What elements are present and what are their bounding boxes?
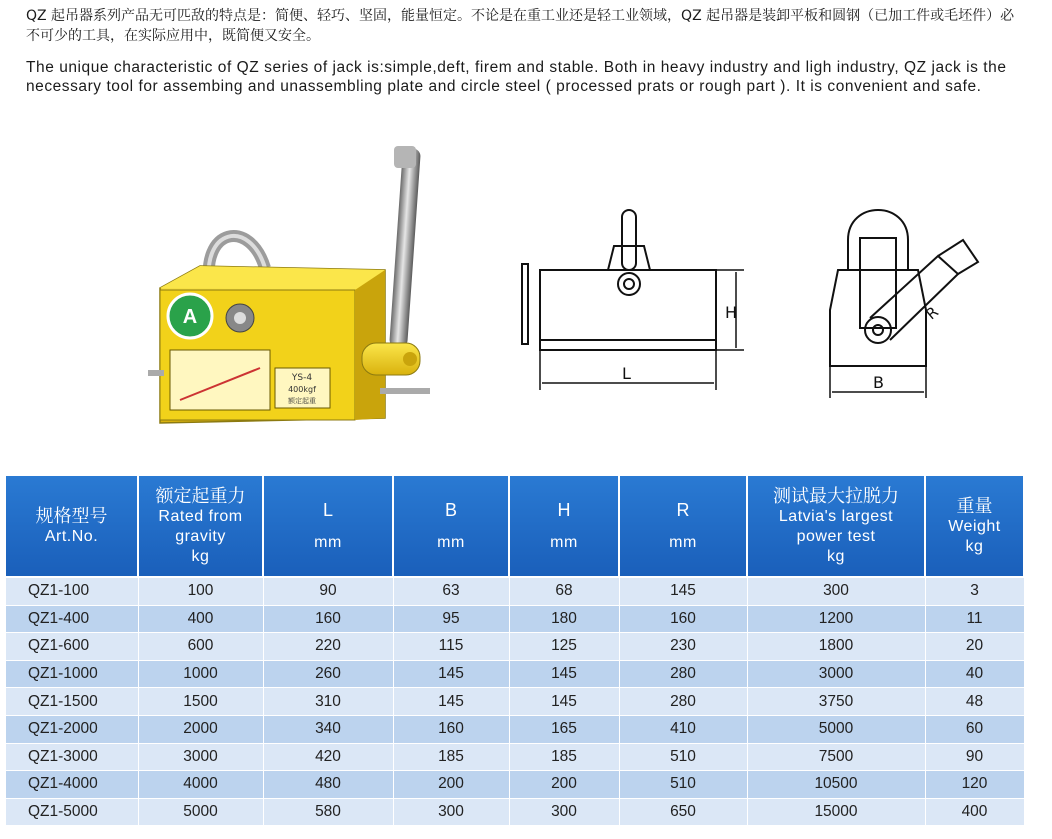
cell-max-pull: 300 xyxy=(747,577,925,605)
dimension-r-label: R xyxy=(922,302,942,324)
cell-weight: 60 xyxy=(925,715,1024,743)
cell-rated-gravity: 2000 xyxy=(138,715,263,743)
cell-max-pull: 3750 xyxy=(747,688,925,716)
cell-b: 145 xyxy=(393,688,509,716)
cell-weight: 40 xyxy=(925,660,1024,688)
cell-l: 160 xyxy=(263,605,393,633)
cell-rated-gravity: 4000 xyxy=(138,771,263,799)
table-row xyxy=(6,577,1024,605)
table-row xyxy=(6,605,1024,633)
cell-r: 410 xyxy=(619,715,747,743)
cell-art-no: QZ1-1000 xyxy=(6,660,138,688)
header-h: H mm xyxy=(509,476,619,577)
dimension-h-label: H xyxy=(725,303,738,322)
cell-weight: 90 xyxy=(925,743,1024,771)
svg-text:A: A xyxy=(182,306,198,328)
cell-b: 145 xyxy=(393,660,509,688)
cell-weight: 120 xyxy=(925,771,1024,799)
cell-h: 145 xyxy=(509,688,619,716)
dimension-b-label: B xyxy=(873,373,884,392)
product-photo xyxy=(140,138,460,438)
cell-r: 650 xyxy=(619,798,747,826)
cell-rated-gravity: 600 xyxy=(138,633,263,661)
cell-rated-gravity: 1000 xyxy=(138,660,263,688)
header-l: L mm xyxy=(263,476,393,577)
cell-b: 160 xyxy=(393,715,509,743)
cell-b: 300 xyxy=(393,798,509,826)
cell-max-pull: 10500 xyxy=(747,771,925,799)
cell-l: 340 xyxy=(263,715,393,743)
cell-h: 185 xyxy=(509,743,619,771)
intro-english: The unique characteristic of QZ series of jack is:simple,deft, firem and stable. Both in heavy industry and ligh industry, QZ jack is the necessary tool for assembing and unassembling plate and circle steel ( processed prats or rough part ). It is convenient and safe. xyxy=(26,59,1007,95)
table-row xyxy=(6,798,1024,826)
cell-art-no: QZ1-100 xyxy=(6,577,138,605)
cell-r: 510 xyxy=(619,771,747,799)
table-row xyxy=(6,688,1024,716)
cell-rated-gravity: 5000 xyxy=(138,798,263,826)
cell-art-no: QZ1-400 xyxy=(6,605,138,633)
capacity-plate-text: 400kgf xyxy=(288,385,316,394)
spec-table xyxy=(6,476,1025,826)
header-rated-gravity: 额定起重力 Rated from gravity kg xyxy=(138,476,263,577)
release-lever xyxy=(389,148,421,349)
cell-rated-gravity: 1500 xyxy=(138,688,263,716)
cell-max-pull: 15000 xyxy=(747,798,925,826)
table-row xyxy=(6,771,1024,799)
cell-r: 280 xyxy=(619,660,747,688)
cell-h: 180 xyxy=(509,605,619,633)
cell-art-no: QZ1-4000 xyxy=(6,771,138,799)
end-view-drawing xyxy=(818,200,988,410)
cell-rated-gravity: 3000 xyxy=(138,743,263,771)
side-view-drawing xyxy=(510,200,750,410)
cell-art-no: QZ1-1500 xyxy=(6,688,138,716)
cell-max-pull: 1200 xyxy=(747,605,925,633)
cell-h: 68 xyxy=(509,577,619,605)
cell-l: 420 xyxy=(263,743,393,771)
cell-r: 280 xyxy=(619,688,747,716)
table-row xyxy=(6,743,1024,771)
cell-b: 200 xyxy=(393,771,509,799)
cell-rated-gravity: 100 xyxy=(138,577,263,605)
header-art-no: 规格型号 Art.No. xyxy=(6,476,138,577)
header-r: R mm xyxy=(619,476,747,577)
cell-b: 115 xyxy=(393,633,509,661)
cell-max-pull: 5000 xyxy=(747,715,925,743)
cell-weight: 11 xyxy=(925,605,1024,633)
cell-art-no: QZ1-3000 xyxy=(6,743,138,771)
cell-l: 260 xyxy=(263,660,393,688)
model-plate-text: YS-4 xyxy=(291,373,313,383)
table-body xyxy=(6,577,1024,826)
cell-b: 185 xyxy=(393,743,509,771)
cell-max-pull: 1800 xyxy=(747,633,925,661)
cell-weight: 3 xyxy=(925,577,1024,605)
cell-l: 580 xyxy=(263,798,393,826)
cell-rated-gravity: 400 xyxy=(138,605,263,633)
cell-b: 63 xyxy=(393,577,509,605)
cell-r: 230 xyxy=(619,633,747,661)
cell-weight: 400 xyxy=(925,798,1024,826)
cell-r: 145 xyxy=(619,577,747,605)
cell-l: 310 xyxy=(263,688,393,716)
cell-art-no: QZ1-2000 xyxy=(6,715,138,743)
cell-art-no: QZ1-600 xyxy=(6,633,138,661)
cell-l: 220 xyxy=(263,633,393,661)
cell-h: 200 xyxy=(509,771,619,799)
dimension-l-label: L xyxy=(622,364,631,383)
rating-plate-text: 额定起重 xyxy=(288,397,316,405)
header-max-pull: 测试最大拉脱力 Latvia's largest power test kg xyxy=(747,476,925,577)
cell-art-no: QZ1-5000 xyxy=(6,798,138,826)
cell-h: 125 xyxy=(509,633,619,661)
table-header-row xyxy=(6,476,1024,577)
cell-h: 145 xyxy=(509,660,619,688)
table-row xyxy=(6,660,1024,688)
cell-max-pull: 7500 xyxy=(747,743,925,771)
cell-weight: 20 xyxy=(925,633,1024,661)
cell-r: 510 xyxy=(619,743,747,771)
table-row xyxy=(6,633,1024,661)
cell-l: 480 xyxy=(263,771,393,799)
table-row xyxy=(6,715,1024,743)
header-b: B mm xyxy=(393,476,509,577)
cell-h: 165 xyxy=(509,715,619,743)
cell-l: 90 xyxy=(263,577,393,605)
cell-b: 95 xyxy=(393,605,509,633)
cell-weight: 48 xyxy=(925,688,1024,716)
cell-h: 300 xyxy=(509,798,619,826)
header-weight: 重量 Weight kg xyxy=(925,476,1024,577)
intro-chinese: QZ 起吊器系列产品无可匹敌的特点是：简便、轻巧、坚固，能量恒定。不论是在重工业还是轻工业领域，QZ 起吊器是装卸平板和圆钢（已加工件或毛坯件）必不可少的工具，在实际应用中，既简便又安全。 xyxy=(26,8,1015,44)
cell-max-pull: 3000 xyxy=(747,660,925,688)
cell-r: 160 xyxy=(619,605,747,633)
